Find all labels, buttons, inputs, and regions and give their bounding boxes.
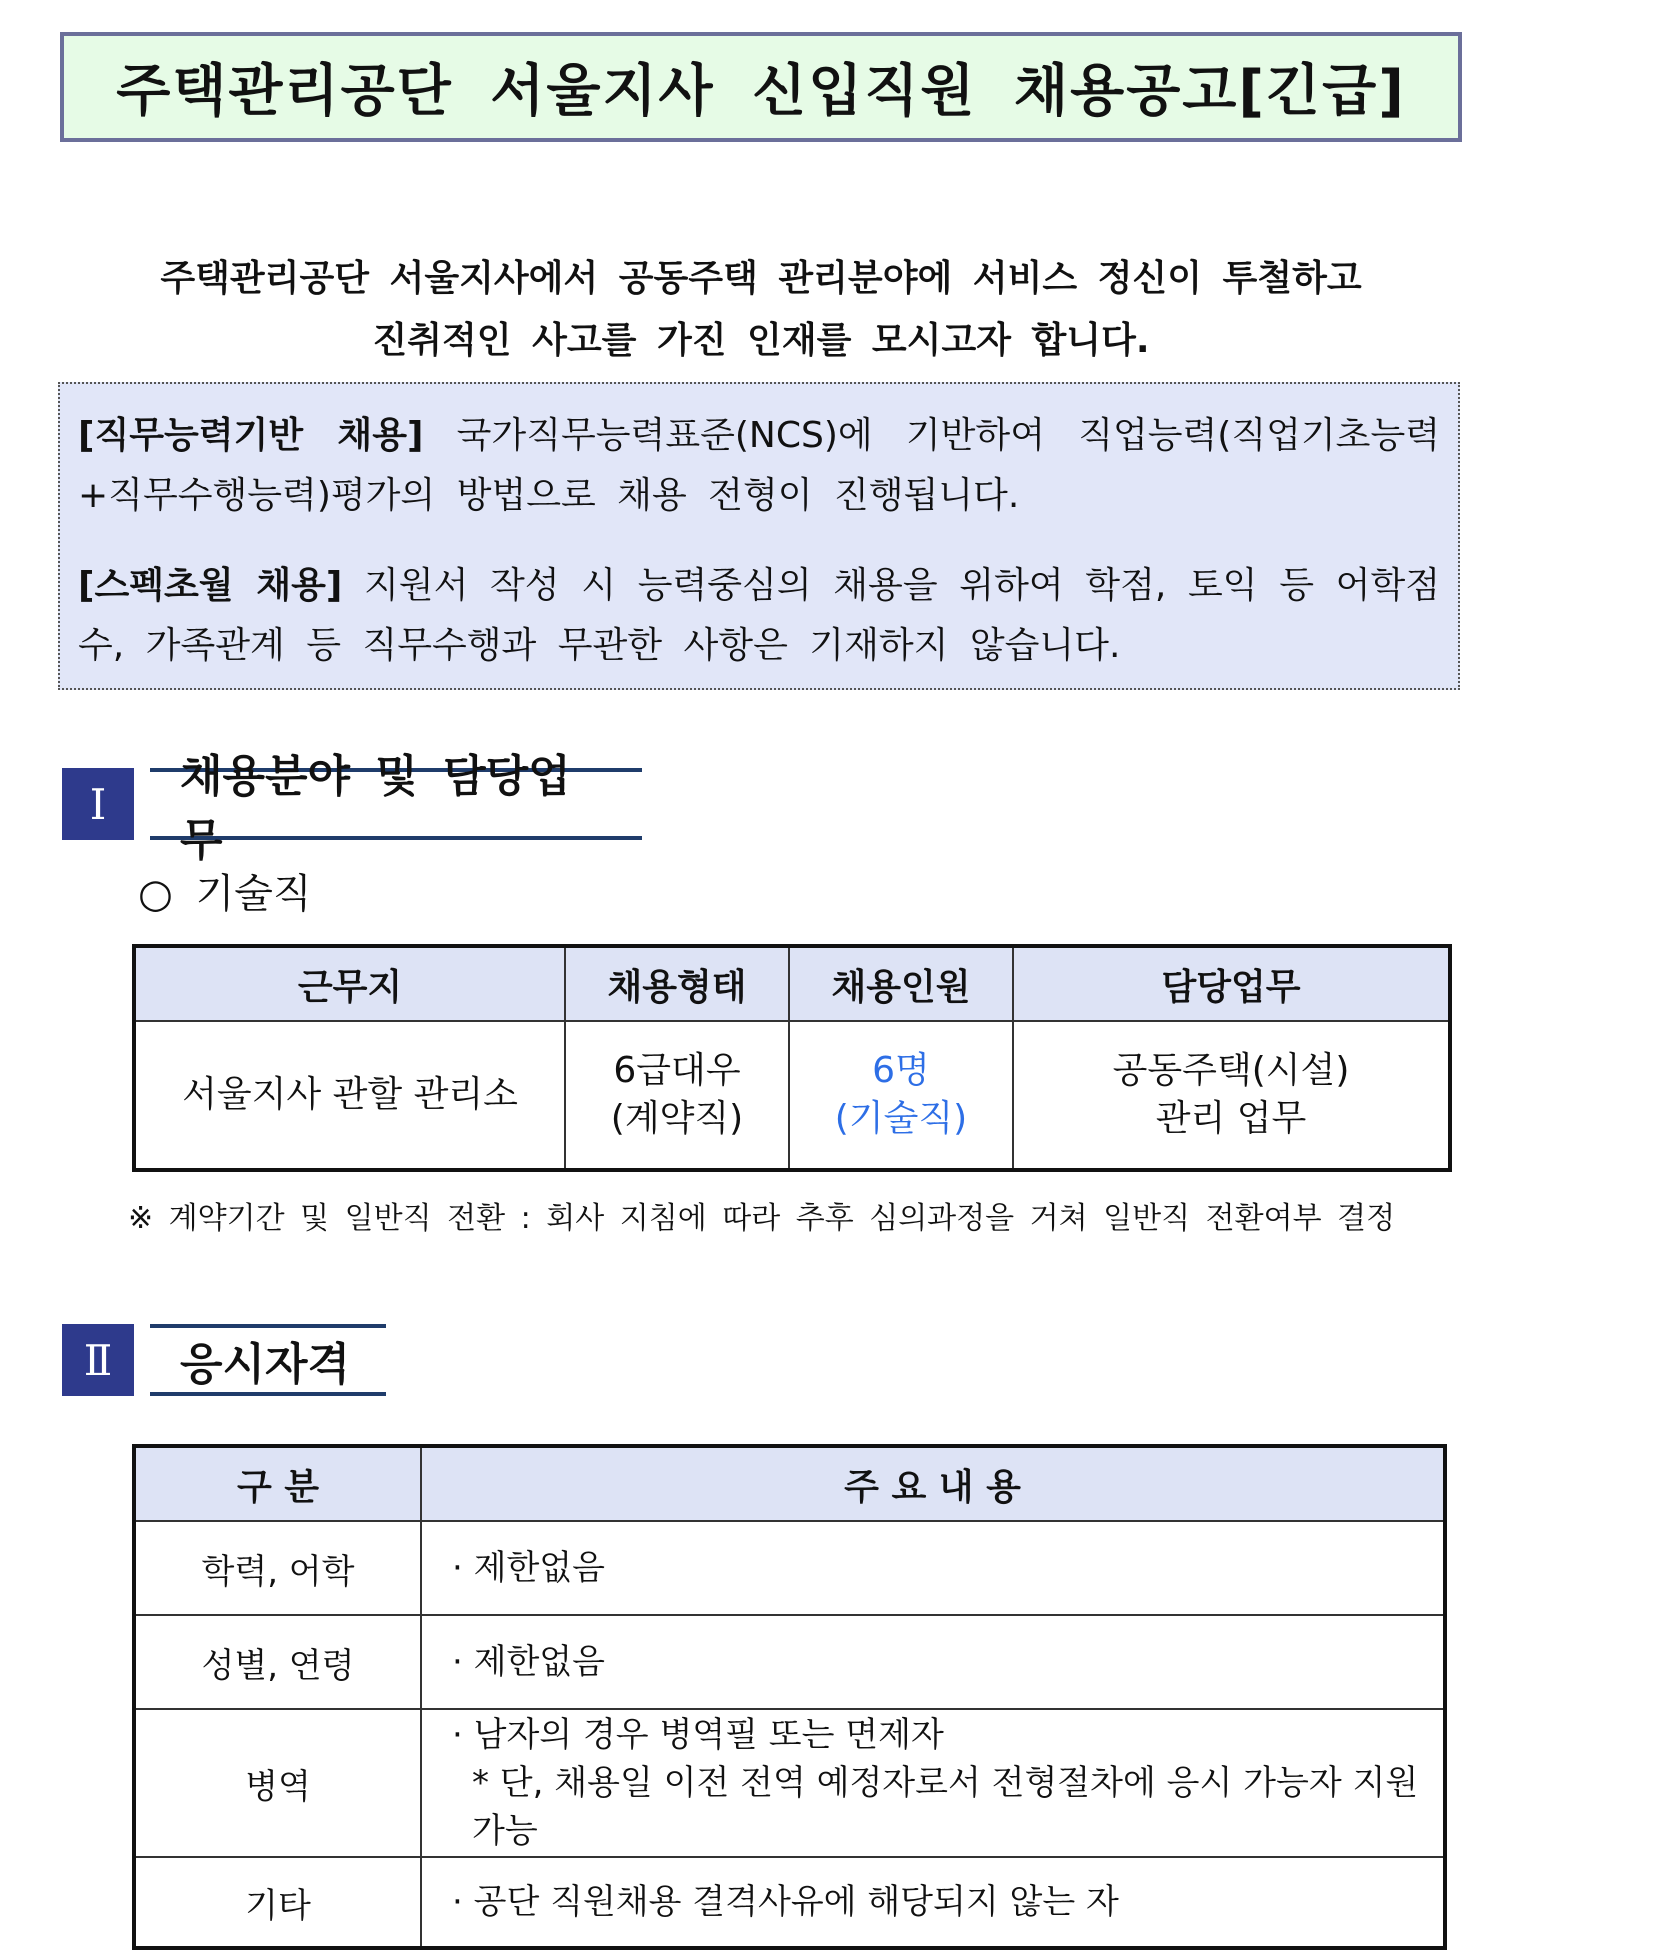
cell-count-line2: (기술직)	[834, 1098, 968, 1139]
notice-box	[58, 382, 1460, 690]
notice-paragraph-ncs	[78, 406, 1440, 526]
row-content-main: · 남자의 경우 병역필 또는 면제자	[452, 1715, 944, 1755]
row-content: · 공단 직원채용 결격사유에 해당되지 않는 자	[421, 1857, 1445, 1948]
qualification-table-header	[134, 1446, 1445, 1521]
notice-label-spec: [스펙초월 채용]	[78, 565, 343, 606]
cell-count-line1: 6명	[872, 1050, 930, 1091]
notice-label-ncs: [직무능력기반 채용]	[78, 415, 424, 456]
row-label: 병역	[134, 1709, 421, 1857]
title-box	[60, 32, 1462, 142]
notice-paragraph-spec	[78, 556, 1440, 676]
header-duty: 담당업무	[1013, 946, 1450, 1021]
cell-count	[789, 1021, 1013, 1170]
row-content: · 제한없음	[421, 1615, 1445, 1709]
cell-duty-line1: 공동주택(시설)	[1112, 1050, 1350, 1091]
notice-text-ncs: 국가직무능력표준(NCS)에 기반하여 직업능력(직업기초능력+직무수행능력)평가의 방법으로 채용 전형이 진행됩니다.	[78, 415, 1441, 516]
header-category: 구 분	[134, 1446, 421, 1521]
header-type: 채용형태	[565, 946, 789, 1021]
intro-line-1: 주택관리공단 서울지사에서 공동주택 관리분야에 서비스 정신이 투철하고	[160, 258, 1362, 299]
section-2-number: Ⅱ	[62, 1324, 134, 1396]
section-2-title: 응시자격	[150, 1324, 386, 1396]
table-row	[134, 1021, 1450, 1170]
row-content-sub: * 단, 채용일 이전 전역 예정자로서 전형절차에 응시 가능자 지원 가능	[472, 1763, 1419, 1851]
section-1-number: Ⅰ	[62, 768, 134, 840]
recruitment-table-header	[134, 946, 1450, 1021]
header-count: 채용인원	[789, 946, 1013, 1021]
intro-line-2: 진취적인 사고를 가진 인재를 모시고자 합니다.	[372, 320, 1150, 361]
table-row	[134, 1615, 1445, 1709]
contract-note: ※ 계약기간 및 일반직 전환 : 회사 지침에 따라 추후 심의과정을 거쳐 일반직 전환여부 결정	[128, 1201, 1396, 1236]
row-content	[421, 1709, 1445, 1857]
cell-type	[565, 1021, 789, 1170]
recruitment-table	[132, 944, 1452, 1172]
row-label: 기타	[134, 1857, 421, 1948]
cell-duty-line2: 관리 업무	[1155, 1098, 1307, 1139]
notice-text-spec: 지원서 작성 시 능력중심의 채용을 위하여 학점, 토익 등 어학점수, 가족관계 등 직무수행과 무관한 사항은 기재하지 않습니다.	[78, 565, 1440, 666]
cell-duty	[1013, 1021, 1450, 1170]
header-content: 주 요 내 용	[421, 1446, 1445, 1521]
cell-type-line2: (계약직)	[610, 1098, 744, 1139]
page-title: 주택관리공단 서울지사 신입직원 채용공고[긴급]	[116, 59, 1406, 124]
section-1-title: 채용분야 및 담당업무	[150, 768, 642, 840]
cell-location: 서울지사 관할 관리소	[134, 1021, 565, 1170]
table-row	[134, 1709, 1445, 1857]
row-content: · 제한없음	[421, 1521, 1445, 1615]
table-row	[134, 1521, 1445, 1615]
qualification-table	[132, 1444, 1447, 1950]
header-location: 근무지	[134, 946, 565, 1021]
section-1-subhead: ○ 기술직	[138, 871, 312, 917]
cell-type-line1: 6급대우	[613, 1050, 741, 1091]
table-row	[134, 1857, 1445, 1948]
row-label: 학력, 어학	[134, 1521, 421, 1615]
row-label: 성별, 연령	[134, 1615, 421, 1709]
